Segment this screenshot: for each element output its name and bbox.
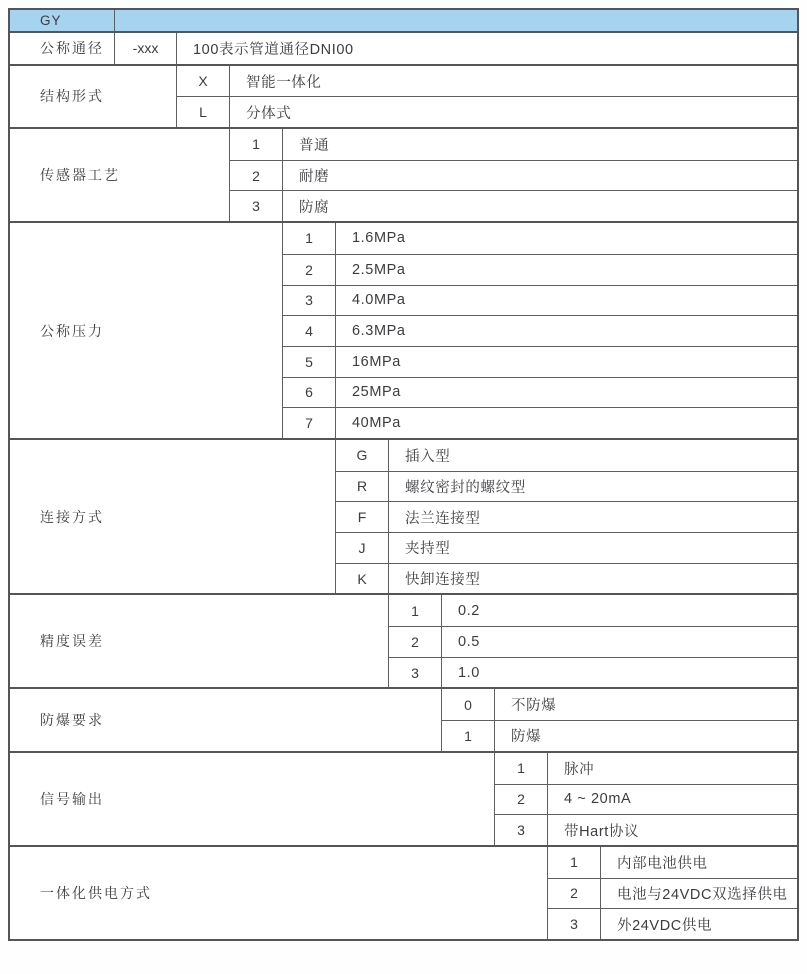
section-label: 公称压力	[10, 223, 283, 438]
option-code: 3	[283, 286, 336, 316]
option-row	[548, 878, 797, 909]
sections-container	[10, 33, 797, 939]
option-description: 40MPa	[352, 415, 401, 432]
option-description: 4 ~ 20mA	[564, 791, 632, 808]
option-description: 脉冲	[564, 761, 595, 778]
option-row	[115, 33, 797, 64]
section-label: 信号输出	[10, 753, 495, 845]
model-code-blank-cell	[115, 10, 797, 31]
option-description: 螺纹密封的螺纹型	[405, 479, 526, 496]
option-row	[389, 626, 797, 657]
option-code: 1	[389, 595, 442, 626]
section-options	[548, 847, 797, 939]
option-code: 3	[230, 191, 283, 221]
option-description: 4.0MPa	[352, 292, 406, 309]
option-code: 6	[283, 378, 336, 408]
option-description: 防腐	[299, 199, 330, 216]
section-label: 防爆要求	[10, 689, 442, 750]
section-4	[10, 223, 797, 440]
option-description: 6.3MPa	[352, 323, 406, 340]
section-5	[10, 440, 797, 595]
option-code: 2	[548, 879, 601, 909]
option-description: 智能一体化	[246, 74, 322, 91]
option-row	[495, 784, 797, 815]
option-code: F	[336, 502, 389, 532]
option-row	[283, 346, 797, 377]
option-row	[177, 96, 797, 127]
section-6	[10, 595, 797, 689]
option-description: 快卸连接型	[405, 572, 481, 589]
section-label: 公称通径	[10, 33, 115, 64]
option-code: J	[336, 533, 389, 563]
option-description: 不防爆	[511, 698, 557, 715]
section-label: 精度误差	[10, 595, 389, 687]
section-9	[10, 847, 797, 939]
option-row	[283, 223, 797, 254]
option-description: 带Hart协议	[564, 823, 640, 840]
option-code: G	[336, 440, 389, 471]
section-options	[283, 223, 797, 438]
option-code: 2	[283, 255, 336, 285]
option-code: X	[177, 66, 230, 97]
option-description: 0.2	[458, 602, 480, 619]
option-row	[389, 657, 797, 688]
option-code: 2	[389, 627, 442, 657]
option-row	[230, 190, 797, 221]
section-label: 传感器工艺	[10, 129, 230, 221]
section-1	[10, 33, 797, 66]
option-description: 1.0	[458, 664, 480, 681]
option-code: 1	[442, 721, 495, 751]
section-options	[115, 33, 797, 64]
model-code-cell	[10, 10, 115, 31]
option-code: 3	[495, 815, 548, 845]
section-options	[442, 689, 797, 750]
option-code: 2	[230, 161, 283, 191]
option-description: 2.5MPa	[352, 261, 406, 278]
option-description: 1.6MPa	[352, 230, 406, 247]
option-row	[230, 129, 797, 160]
table-header-row	[10, 10, 797, 33]
option-row	[442, 720, 797, 751]
model-selection-table	[8, 8, 799, 941]
option-row	[283, 407, 797, 438]
section-label: 结构形式	[10, 66, 177, 127]
option-row	[283, 254, 797, 285]
option-description: 普通	[299, 137, 330, 154]
option-row	[283, 285, 797, 316]
section-2	[10, 66, 797, 129]
model-code: GY	[40, 13, 62, 28]
option-row	[495, 814, 797, 845]
section-options	[389, 595, 797, 687]
section-options	[495, 753, 797, 845]
option-description: 100表示管道通径DNI00	[193, 41, 354, 58]
option-row	[336, 532, 797, 563]
option-code: 1	[230, 129, 283, 160]
option-row	[495, 753, 797, 784]
option-code: 0	[442, 689, 495, 720]
option-code: K	[336, 564, 389, 594]
section-3	[10, 129, 797, 223]
option-row	[283, 377, 797, 408]
option-row	[389, 595, 797, 626]
option-row	[548, 908, 797, 939]
option-description: 外24VDC供电	[617, 917, 713, 934]
option-row	[336, 471, 797, 502]
option-description: 防爆	[511, 729, 542, 746]
option-code: 5	[283, 347, 336, 377]
option-code: 7	[283, 408, 336, 438]
option-description: 法兰连接型	[405, 510, 481, 527]
option-code: R	[336, 472, 389, 502]
option-description: 耐磨	[299, 169, 330, 186]
option-description: 0.5	[458, 633, 480, 650]
option-description: 16MPa	[352, 353, 401, 370]
option-code: L	[177, 97, 230, 127]
option-row	[442, 689, 797, 720]
option-row	[548, 847, 797, 878]
option-code: 2	[495, 785, 548, 815]
section-label: 连接方式	[10, 440, 336, 593]
option-description: 电池与24VDC双选择供电	[617, 886, 788, 903]
section-8	[10, 753, 797, 847]
option-row	[177, 66, 797, 97]
option-code: 3	[548, 909, 601, 939]
option-row	[336, 440, 797, 471]
option-description: 25MPa	[352, 384, 401, 401]
section-label: 一体化供电方式	[10, 847, 548, 939]
option-row	[230, 160, 797, 191]
option-row	[283, 315, 797, 346]
section-options	[177, 66, 797, 127]
option-code: -xxx	[115, 33, 177, 64]
section-options	[230, 129, 797, 221]
option-description: 插入型	[405, 448, 451, 465]
option-row	[336, 501, 797, 532]
option-description: 夹持型	[405, 541, 451, 558]
option-code: 1	[283, 223, 336, 254]
option-row	[336, 563, 797, 594]
option-description: 分体式	[246, 105, 292, 122]
section-options	[336, 440, 797, 593]
section-7	[10, 689, 797, 752]
option-code: 3	[389, 658, 442, 688]
option-code: 1	[495, 753, 548, 784]
option-code: 1	[548, 847, 601, 878]
option-description: 内部电池供电	[617, 855, 708, 872]
option-code: 4	[283, 316, 336, 346]
